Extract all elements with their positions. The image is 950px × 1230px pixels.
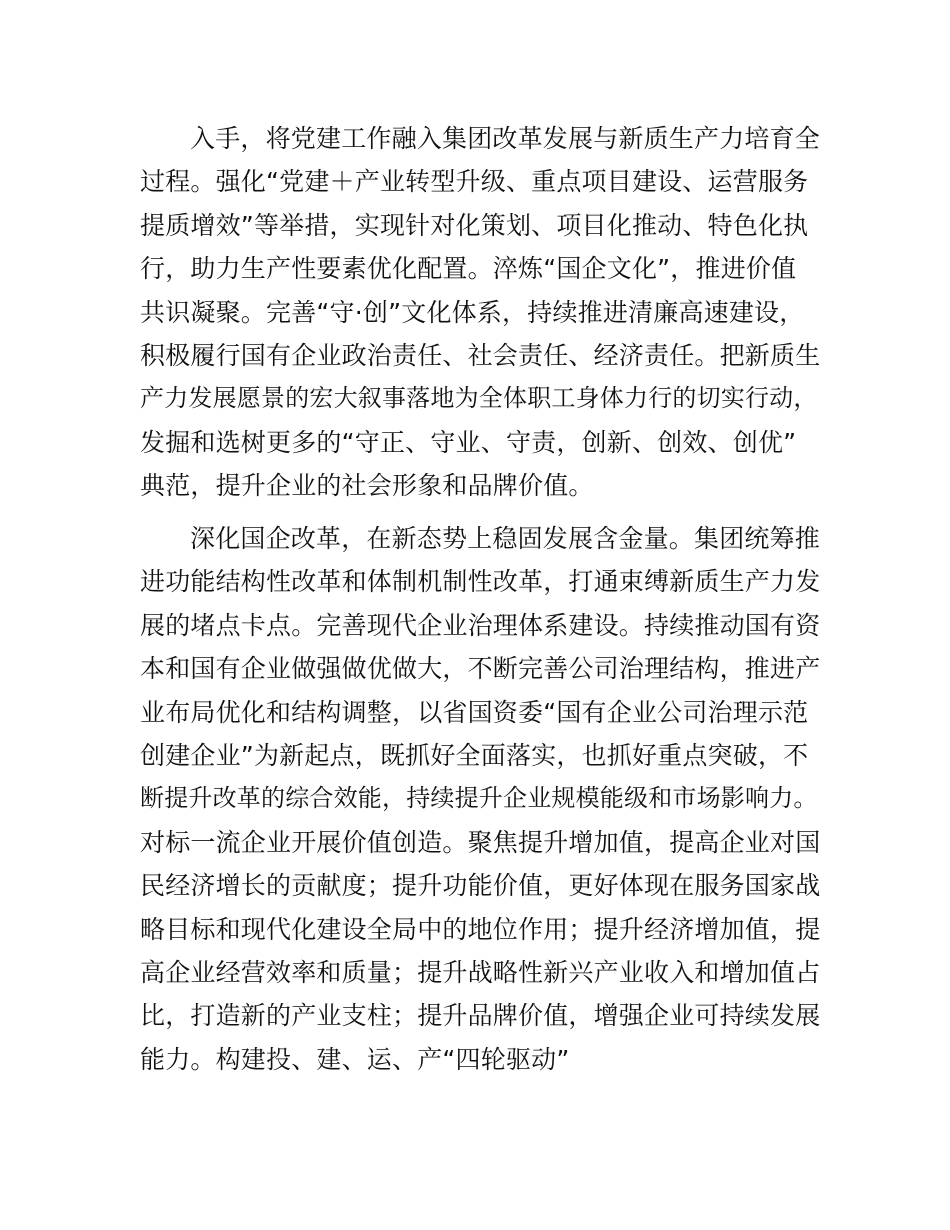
- paragraph-line: 行，助力生产性要素优化配置。淬炼“国企文化”，推进价值: [140, 254, 797, 284]
- paragraph-line: 提质增效”等举措，实现针对化策划、项目化推动、特色化执: [140, 210, 809, 240]
- paragraph-line: 高企业经营效率和质量；提升战略性新兴产业收入和增加值占: [140, 957, 821, 987]
- paragraph-line: 发掘和选树更多的“守正、守业、守责，创新、创效、创优”: [140, 427, 797, 457]
- paragraph-line: 入手，将党建工作融入集团改革发展与新质生产力培育全: [190, 124, 821, 153]
- paragraph-line: 进功能结构性改革和体制机制性改革，打通束缚新质生产力发: [140, 567, 821, 597]
- paragraph-party-building: [140, 117, 830, 508]
- paragraph-line: 产力发展愿景的宏大叙事落地为全体职工身体力行的切实行动，: [140, 384, 818, 413]
- paragraph-line: 断提升改革的综合效能，持续提升企业规模能级和市场影响力。: [140, 784, 818, 813]
- paragraph-line: 展的堵点卡点。完善现代企业治理体系建设。持续推动国有资: [140, 610, 821, 640]
- paragraph-line: 积极履行国有企业政治责任、社会责任、经济责任。把新质生: [140, 340, 821, 370]
- paragraph-line: 共识凝聚。完善“守·创”文化体系，持续推进清廉高速建设，: [140, 297, 805, 327]
- paragraph-line: 对标一流企业开展价值创造。聚焦提升增加值，提高企业对国: [140, 827, 821, 857]
- paragraph-soe-reform: [140, 517, 830, 1081]
- paragraph-line: 典范，提升企业的社会形象和品牌价值。: [140, 471, 594, 501]
- paragraph-line: 创建企业”为新起点，既抓好全面落实，也抓好重点突破，不: [140, 740, 809, 770]
- paragraph-line: 深化国企改革，在新态势上稳固发展含金量。集团统筹推: [190, 524, 821, 553]
- paragraph-line: 略目标和现代化建设全局中的地位作用；提升经济增加值，提: [140, 914, 821, 944]
- paragraph-line: 能力。构建投、建、运、产“四轮驱动”: [140, 1044, 570, 1074]
- paragraph-line: 业布局优化和结构调整，以省国资委“国有企业公司治理示范: [140, 697, 809, 727]
- paragraph-line: 过程。强化“党建＋产业转型升级、重点项目建设、运营服务: [140, 167, 809, 197]
- paragraph-line: 比，打造新的产业支柱；提升品牌价值，增强企业可持续发展: [140, 1001, 821, 1031]
- paragraph-line: 民经济增长的贡献度；提升功能价值，更好体现在服务国家战: [140, 871, 821, 901]
- paragraph-line: 本和国有企业做强做优做大，不断完善公司治理结构，推进产: [140, 654, 821, 684]
